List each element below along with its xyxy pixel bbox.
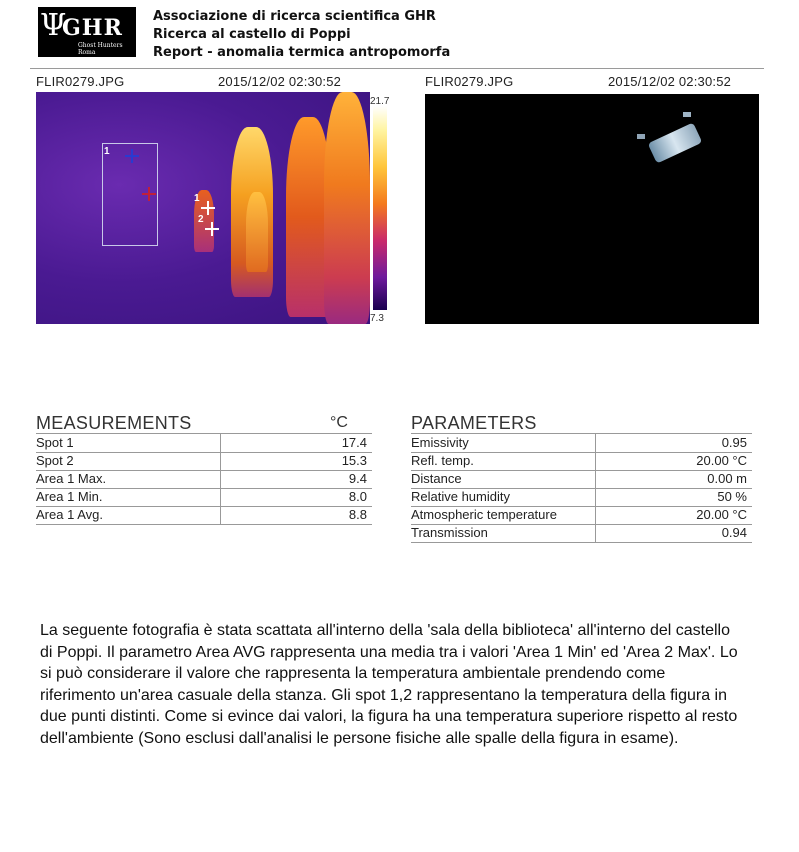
spot-1-crosshair-icon xyxy=(201,201,215,215)
table-row: Emissivity 0.95 xyxy=(411,434,752,453)
table-row: Area 1 Avg. 8.8 xyxy=(36,506,372,525)
table-row: Relative humidity 50 % xyxy=(411,488,752,507)
table-row: Spot 2 15.3 xyxy=(36,452,372,471)
area-max-marker-icon xyxy=(142,187,156,201)
table-row: Transmission 0.94 xyxy=(411,524,752,543)
visual-image xyxy=(425,94,759,324)
visual-datetime: 2015/12/02 02:30:52 xyxy=(608,74,732,89)
ghr-logo xyxy=(38,7,136,57)
logo-subtitle: Ghost Hunters Roma xyxy=(78,42,123,56)
table-row: Spot 1 17.4 xyxy=(36,434,372,453)
thermal-filename: FLIR0279.JPG xyxy=(36,74,125,89)
spot-2-label: 2 xyxy=(198,214,204,225)
scale-min-label: 7.3 xyxy=(370,313,384,324)
measurements-unit: °C xyxy=(330,414,348,431)
area-1-label: 1 xyxy=(104,146,110,157)
area-min-marker-icon xyxy=(125,149,139,163)
spot-2-crosshair-icon xyxy=(205,222,219,236)
table-row: Area 1 Max. 9.4 xyxy=(36,470,372,489)
thermal-datetime: 2015/12/02 02:30:52 xyxy=(218,74,342,89)
table-row: Atmospheric temperature 20.00 °C xyxy=(411,506,752,525)
psi-icon: Ψ xyxy=(40,8,67,43)
thermal-image xyxy=(36,92,370,324)
table-row: Refl. temp. 20.00 °C xyxy=(411,452,752,471)
description-paragraph: La seguente fotografia è stata scattata all'interno della 'sala della biblioteca' all'interno del castello di Poppi. Il parametro Area AVG rappresenta una media tra i valori 'Area 1 Min' ed 'Area 2 Max'. Lo si può considerare il valore che rappresenta la temperatura ambientale prendendo come riferimento un'area casuale della stanza. Gli spot 1,2 rappresentano la temperatura della figura in due punti distinti. Come si evince dai valori, la figura ha una temperatura superiore rispetto al resto dell'ambiente (Sono esclusi dall'analisi le persone fisiche alle spalle della figura in esame). xyxy=(40,622,738,747)
header-divider xyxy=(30,68,764,69)
scale-max-label: 21.7 xyxy=(370,96,390,107)
table-row: Area 1 Min. 8.0 xyxy=(36,488,372,507)
logo-text: GHR xyxy=(62,15,123,41)
header-association: Associazione di ricerca scientifica GHR xyxy=(153,9,436,24)
table-row: Distance 0.00 m xyxy=(411,470,752,489)
temperature-scale-bar xyxy=(373,106,387,310)
measurements-title: MEASUREMENTS xyxy=(36,413,192,433)
spot-1-label: 1 xyxy=(194,193,200,204)
header-research: Ricerca al castello di Poppi xyxy=(153,27,351,42)
visual-filename: FLIR0279.JPG xyxy=(425,74,514,89)
header-report-title: Report - anomalia termica antropomorfa xyxy=(153,45,451,60)
parameters-title: PARAMETERS xyxy=(411,413,537,433)
